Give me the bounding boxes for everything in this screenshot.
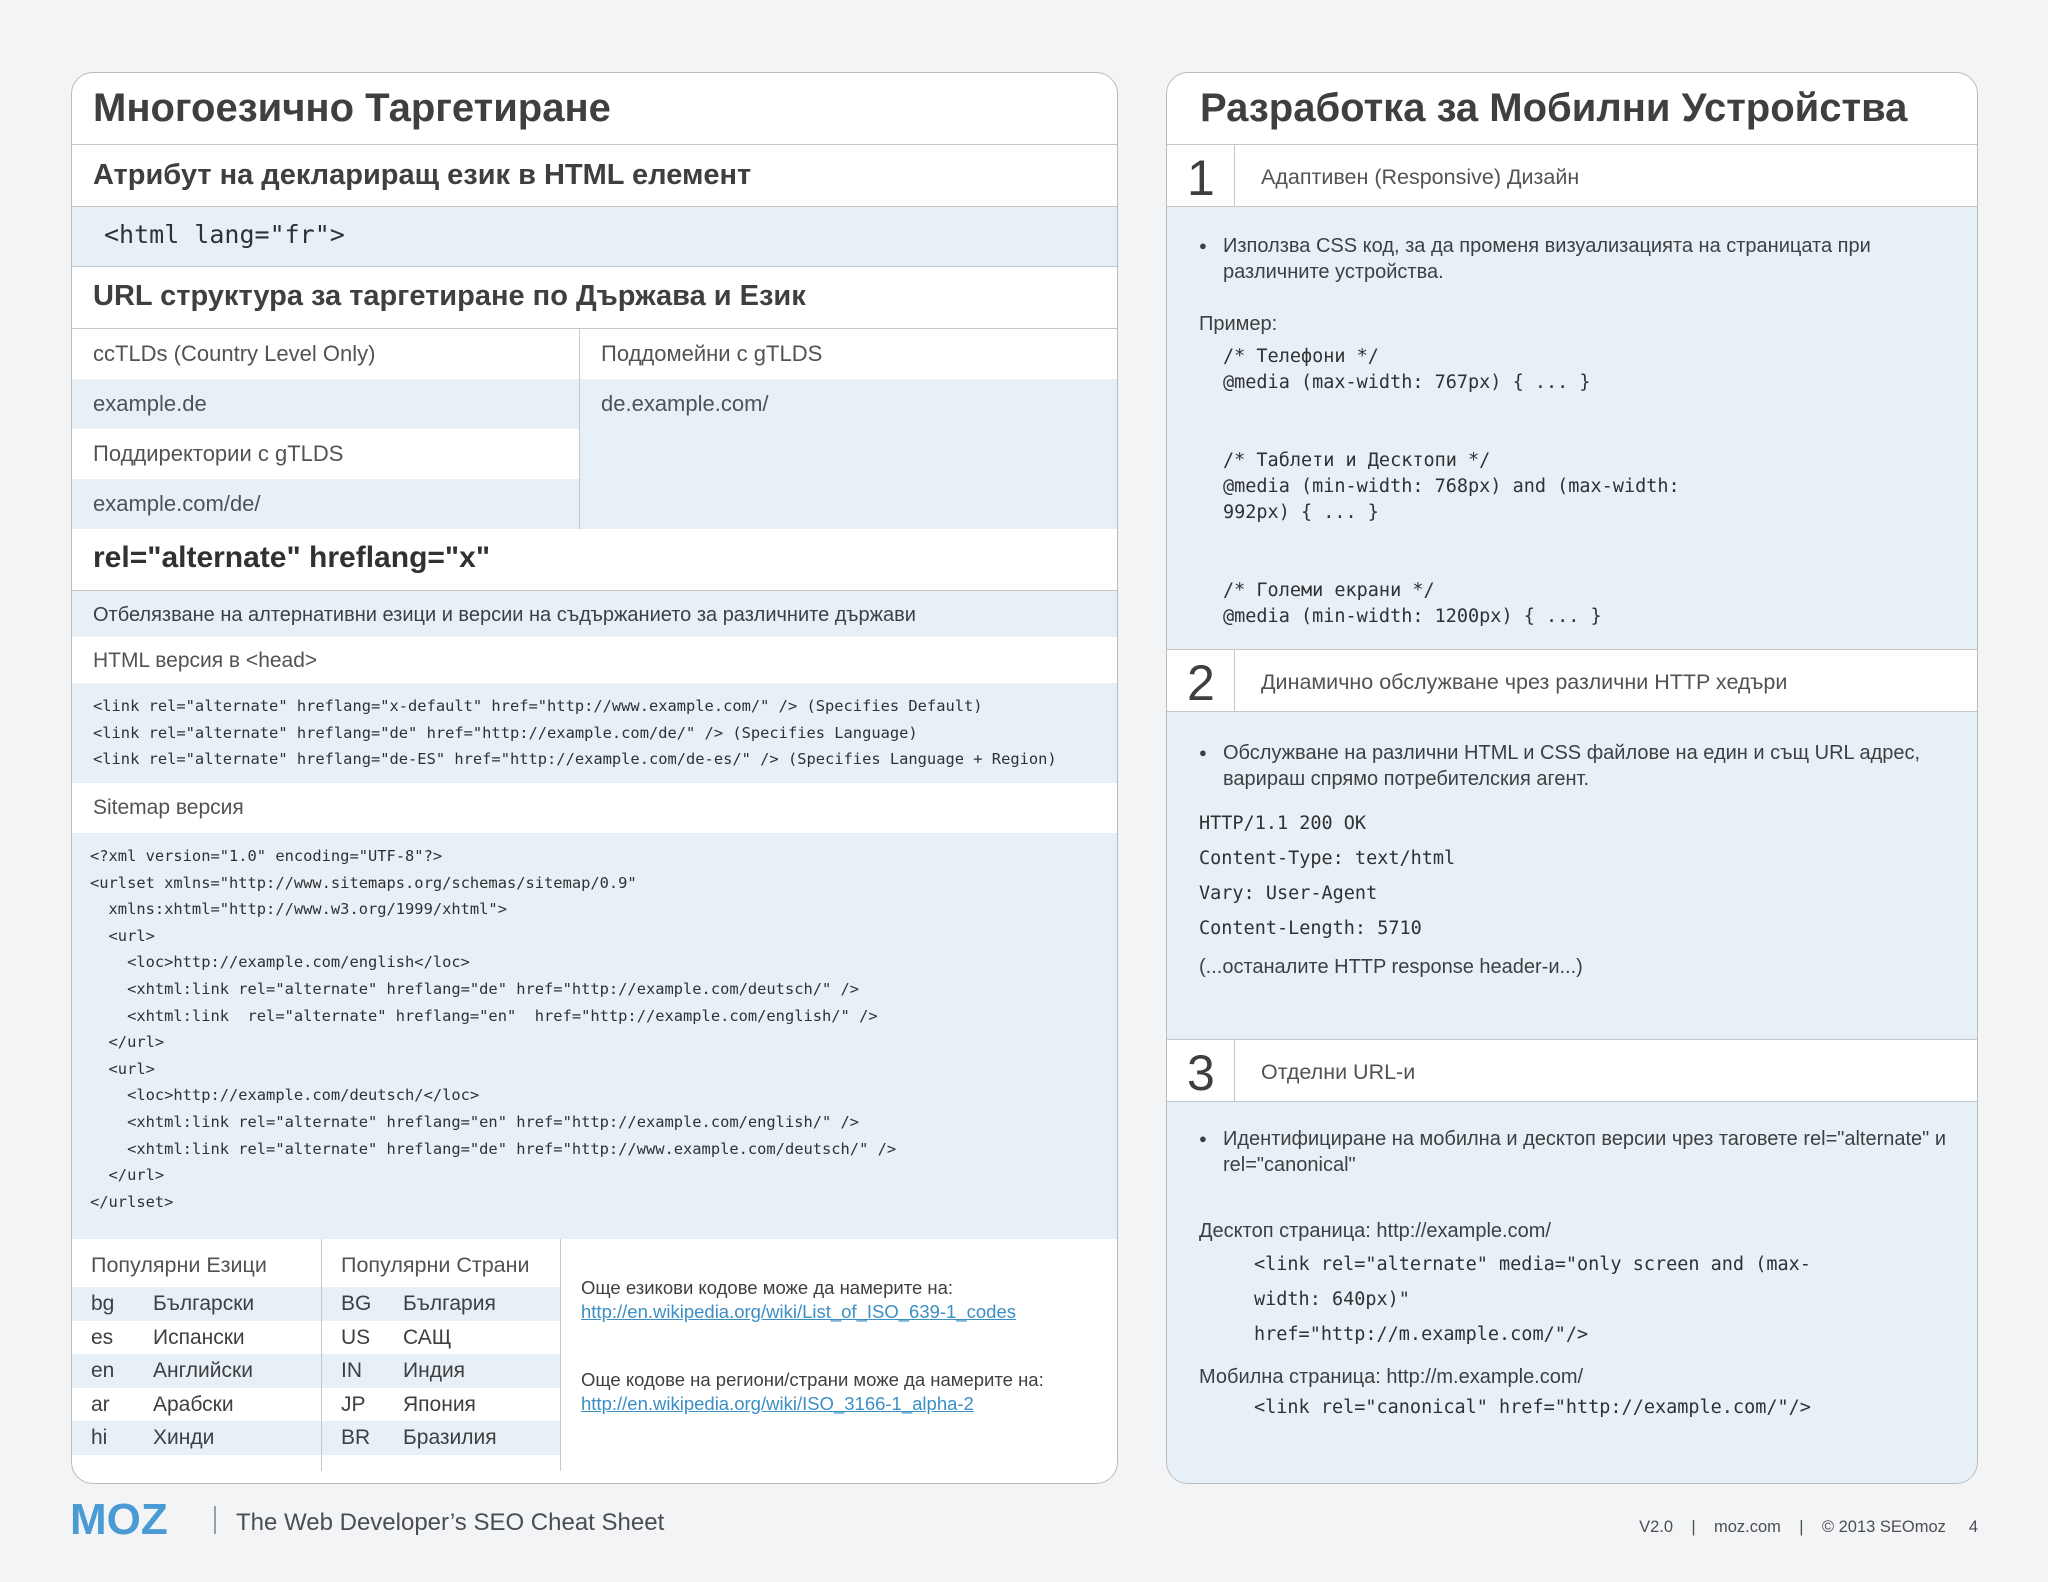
url-col-left bbox=[72, 329, 580, 528]
cctlds-label: ccTLDs (Country Level Only) bbox=[93, 341, 376, 366]
cctlds-value: example.de bbox=[72, 379, 579, 429]
language-code: ar bbox=[91, 1392, 110, 1416]
rel-alternate-heading: rel="alternate" hreflang="x" bbox=[72, 529, 1117, 591]
country-code: BR bbox=[341, 1426, 371, 1450]
language-row bbox=[72, 1321, 321, 1355]
sitemap-code: <?xml version="1.0" encoding="UTF-8"?> <urlset xmlns="http://www.sitemaps.org/schemas/sitemap/0.9" xmlns:xhtml="http://www.w3.org/1999/xhtml"> <url> <loc>http://example.com/english</loc> <xhtml:link rel="alternate" hreflang="de" href="http://example.com/deutsch/" /> <xhtml:link rel="alternate" hreflang="en" href="http://example.com/english/" /> </url> <url> <loc>http://example.com/deutsch/</loc> <xhtml:link rel="alternate" hreflang="en" href="http://example.com/english/" /> <xhtml:link rel="alternate" hreflang="de" href="http://www.example.com/deutsch/" /> </url> </urlset> bbox=[72, 833, 1117, 1239]
section-3-number: 3 bbox=[1167, 1040, 1235, 1101]
multilingual-title-bar bbox=[72, 73, 1117, 145]
mobile-title: Разработка за Мобилни Устройства bbox=[1200, 86, 1908, 130]
country-row bbox=[322, 1287, 560, 1321]
section-3-mobile-code: <link rel="canonical" href="http://example.com/"/> bbox=[1254, 1397, 1811, 1418]
subdir-value: example.com/de/ bbox=[72, 479, 579, 529]
multilingual-card bbox=[71, 72, 1118, 1484]
country-name: Бразилия bbox=[403, 1426, 497, 1450]
head-version-code: <link rel="alternate" hreflang="x-default" href="http://www.example.com/" /> (Specifies Default) <link rel="alternate" hreflang="de" href="http://example.com/de/" /> (Specifies Language) <link rel="alternate" hreflang="de-ES" href="http://example.com/de-es/" /> (Specifies Language + Region) bbox=[72, 683, 1117, 783]
mobile-title-bar bbox=[1167, 73, 1977, 145]
country-name: България bbox=[403, 1292, 496, 1315]
section-1-bullet: ● Използва CSS код, за да променя визуализацията на страницата при различните устройства. bbox=[1199, 233, 1957, 285]
country-name: Япония bbox=[403, 1392, 476, 1416]
popular-codes bbox=[72, 1239, 1117, 1471]
url-structure-grid bbox=[72, 329, 1117, 529]
section-2-body bbox=[1167, 712, 1977, 1040]
language-code: en bbox=[91, 1359, 115, 1383]
language-name: Испански bbox=[153, 1325, 245, 1349]
language-code: es bbox=[91, 1325, 114, 1349]
popular-countries-heading: Популярни Страни bbox=[341, 1253, 530, 1277]
section-3-body bbox=[1167, 1102, 1977, 1484]
html-lang-code: <html lang="fr"> bbox=[72, 207, 1117, 267]
country-row bbox=[322, 1321, 560, 1355]
popular-languages bbox=[72, 1239, 322, 1471]
section-3-desktop-code: <link rel="alternate" media="only screen and (max- width: 640px)" href="http://m.example.com/"/> bbox=[1254, 1254, 1811, 1345]
section-2-bullet: ● Обслужване на различни HTML и CSS файлове на един и същ URL адрес, варираш спрямо потребителския агент. bbox=[1199, 740, 1957, 792]
multilingual-title: Многоезично Таргетиране bbox=[93, 86, 611, 130]
subdomain-label: Поддомейни с gTLDS bbox=[601, 341, 823, 366]
country-code: JP bbox=[341, 1392, 366, 1416]
language-row bbox=[72, 1287, 321, 1321]
footer-title: The Web Developer’s SEO Cheat Sheet bbox=[236, 1509, 665, 1536]
section-1-header bbox=[1167, 145, 1977, 207]
section-1-title: Адаптивен (Responsive) Дизайн bbox=[1261, 165, 1580, 189]
more-lang-text: Още езикови кодове може да намерите на: bbox=[581, 1277, 954, 1298]
section-3-bullet: ● Идентифициране на мобилна и десктоп версии чрез таговете rel="alternate" и rel="canonical" bbox=[1199, 1126, 1957, 1178]
url-structure-heading: URL структура за таргетиране по Държава и Език bbox=[72, 267, 1117, 329]
rel-alternate-desc: Отбелязване на алтернативни езици и версии на съдържанието за различните държави bbox=[72, 591, 1117, 637]
country-row bbox=[322, 1354, 560, 1388]
section-3-mobile-label: Мобилна страница: http://m.example.com/ bbox=[1199, 1366, 1584, 1388]
more-region-block bbox=[581, 1369, 1117, 1415]
country-row bbox=[322, 1421, 560, 1455]
section-1-body bbox=[1167, 207, 1977, 650]
attr-heading: Атрибут на деклариращ език в HTML елемент bbox=[72, 145, 1117, 207]
more-codes bbox=[561, 1239, 1117, 1471]
country-code: US bbox=[341, 1325, 371, 1349]
footer-meta: V2.0 | moz.com | © 2013 SEOmoz 4 bbox=[1639, 1518, 1978, 1536]
language-row bbox=[72, 1354, 321, 1388]
country-code: BG bbox=[341, 1292, 372, 1315]
language-code: hi bbox=[91, 1426, 108, 1450]
section-1-code: /* Телефони */ @media (max-width: 767px) { ... } /* Таблети и Десктопи */ @media (min-width: 768px) and (max-width: 992px) { ... } /* Големи екрани */ @media (min-width: 1200px) { ... } bbox=[1223, 346, 1680, 627]
section-3-desktop-label: Десктоп страница: http://example.com/ bbox=[1199, 1220, 1551, 1242]
section-3-title: Отделни URL-и bbox=[1261, 1060, 1416, 1084]
language-row bbox=[72, 1421, 321, 1455]
popular-countries bbox=[322, 1239, 561, 1471]
more-region-text: Още кодове на региони/страни може да намерите на: bbox=[581, 1369, 1044, 1390]
section-2-code: HTTP/1.1 200 OK Content-Type: text/html Vary: User-Agent Content-Length: 5710 bbox=[1199, 813, 1456, 939]
moz-logo bbox=[70, 1500, 196, 1540]
language-name: Арабски bbox=[153, 1392, 234, 1416]
mobile-card bbox=[1166, 72, 1978, 1484]
section-2-title: Динамично обслужване чрез различни HTTP хедъри bbox=[1261, 670, 1788, 694]
moz-logo-text: MOZ bbox=[70, 1500, 168, 1540]
language-code: bg bbox=[91, 1292, 115, 1315]
country-row bbox=[322, 1388, 560, 1422]
section-1-number: 1 bbox=[1167, 145, 1235, 206]
section-2-number: 2 bbox=[1167, 650, 1235, 711]
language-name: Хинди bbox=[153, 1426, 215, 1450]
country-code: IN bbox=[341, 1359, 362, 1383]
popular-languages-heading: Популярни Езици bbox=[91, 1253, 267, 1277]
more-lang-link[interactable]: http://en.wikipedia.org/wiki/List_of_ISO_639-1_codes bbox=[581, 1301, 1017, 1322]
country-name: Индия bbox=[403, 1359, 466, 1383]
head-version-label: HTML версия в <head> bbox=[93, 649, 318, 672]
url-col-right bbox=[580, 329, 1117, 528]
section-1-example-label: Пример: bbox=[1199, 313, 1278, 335]
url-col-filler bbox=[580, 429, 1117, 529]
language-name: Български bbox=[153, 1292, 255, 1315]
section-2-note: (...останалите HTTP response header-и...) bbox=[1199, 956, 1583, 978]
subdir-label: Поддиректории с gTLDS bbox=[93, 441, 344, 466]
footer-separator bbox=[214, 1506, 216, 1534]
more-lang-block bbox=[581, 1277, 1117, 1323]
section-2-header bbox=[1167, 650, 1977, 712]
section-3-header bbox=[1167, 1040, 1977, 1102]
language-row bbox=[72, 1388, 321, 1422]
language-name: Английски bbox=[153, 1359, 253, 1383]
subdomain-value: de.example.com/ bbox=[580, 379, 1117, 429]
sitemap-version-label: Sitemap версия bbox=[93, 796, 244, 819]
more-region-link[interactable]: http://en.wikipedia.org/wiki/ISO_3166-1_alpha-2 bbox=[581, 1393, 974, 1414]
country-name: САЩ bbox=[403, 1325, 452, 1349]
